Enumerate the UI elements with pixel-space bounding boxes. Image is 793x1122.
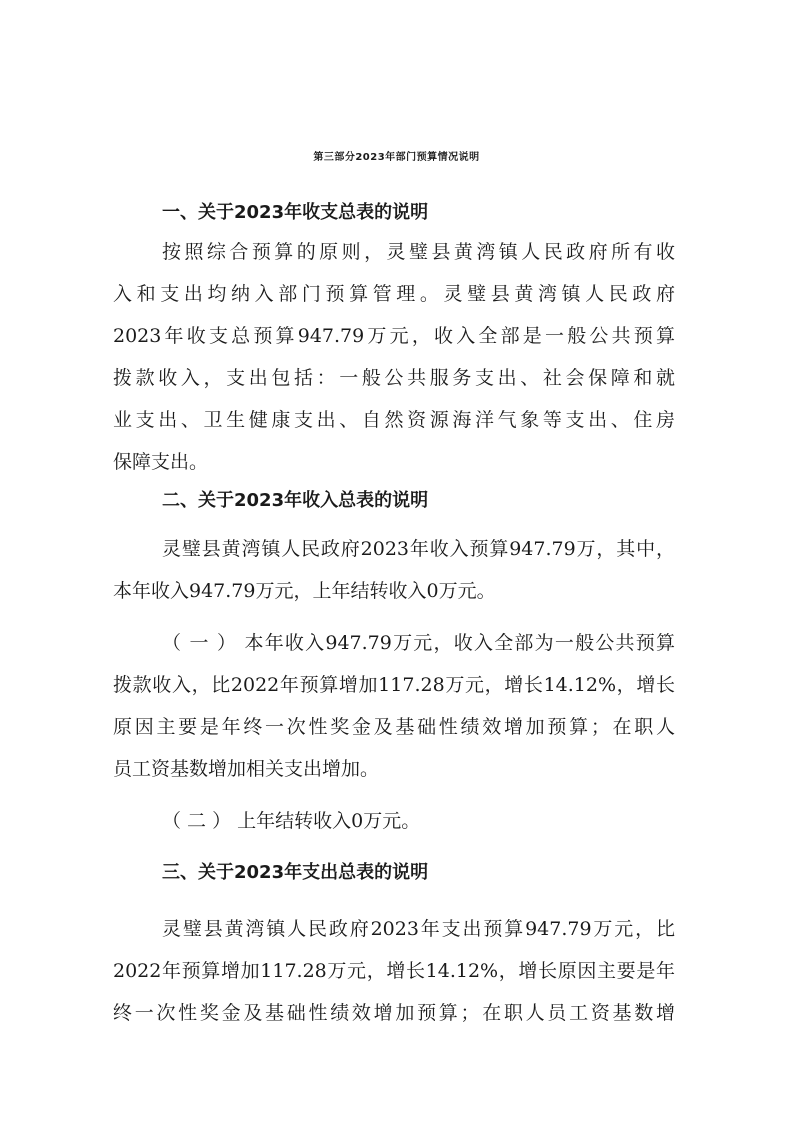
paragraph-line: 2022年预算增加117.28万元，增长14.12%，增长原因主要是年	[113, 960, 675, 982]
section-1-heading: 一、关于2023年收支总表的说明	[162, 202, 429, 223]
page-title: 第三部分2023年部门预算情况说明	[313, 152, 480, 163]
paragraph-line: （ 一 ） 本年收入947.79万元，收入全部为一般公共预算	[162, 632, 675, 654]
paragraph-line: 2023年收支总预算947.79万元，收入全部是一般公共预算	[113, 325, 675, 347]
paragraph-line: 本年收入947.79万元，上年结转收入0万元。	[113, 580, 496, 602]
paragraph-line: 灵璧县黄湾镇人民政府2023年收入预算947.79万，其中，	[162, 538, 675, 560]
paragraph-line: 按照综合预算的原则，灵璧县黄湾镇人民政府所有收	[162, 241, 675, 263]
paragraph-line: 拨款收入，比2022年预算增加117.28万元，增长14.12%，增长	[113, 674, 675, 696]
paragraph-line: 终一次性奖金及基础性绩效增加预算；在职人员工资基数增	[113, 1002, 675, 1024]
paragraph-line: 拨款收入，支出包括：一般公共服务支出、社会保障和就	[113, 367, 675, 389]
paragraph-line: 入和支出均纳入部门预算管理。灵璧县黄湾镇人民政府	[113, 283, 675, 305]
paragraph-line: 保障支出。	[113, 451, 209, 473]
paragraph-line: 员工资基数增加相关支出增加。	[113, 758, 380, 780]
paragraph-line: 业支出、卫生健康支出、自然资源海洋气象等支出、住房	[113, 409, 675, 431]
section-3-heading: 三、关于2023年支出总表的说明	[162, 862, 429, 883]
paragraph-line: （ 二 ） 上年结转收入0万元。	[162, 810, 421, 832]
paragraph-line: 灵璧县黄湾镇人民政府2023年支出预算947.79万元，比	[162, 918, 675, 940]
paragraph-line: 原因主要是年终一次性奖金及基础性绩效增加预算；在职人	[113, 716, 675, 738]
section-2-heading: 二、关于2023年收入总表的说明	[162, 490, 429, 511]
